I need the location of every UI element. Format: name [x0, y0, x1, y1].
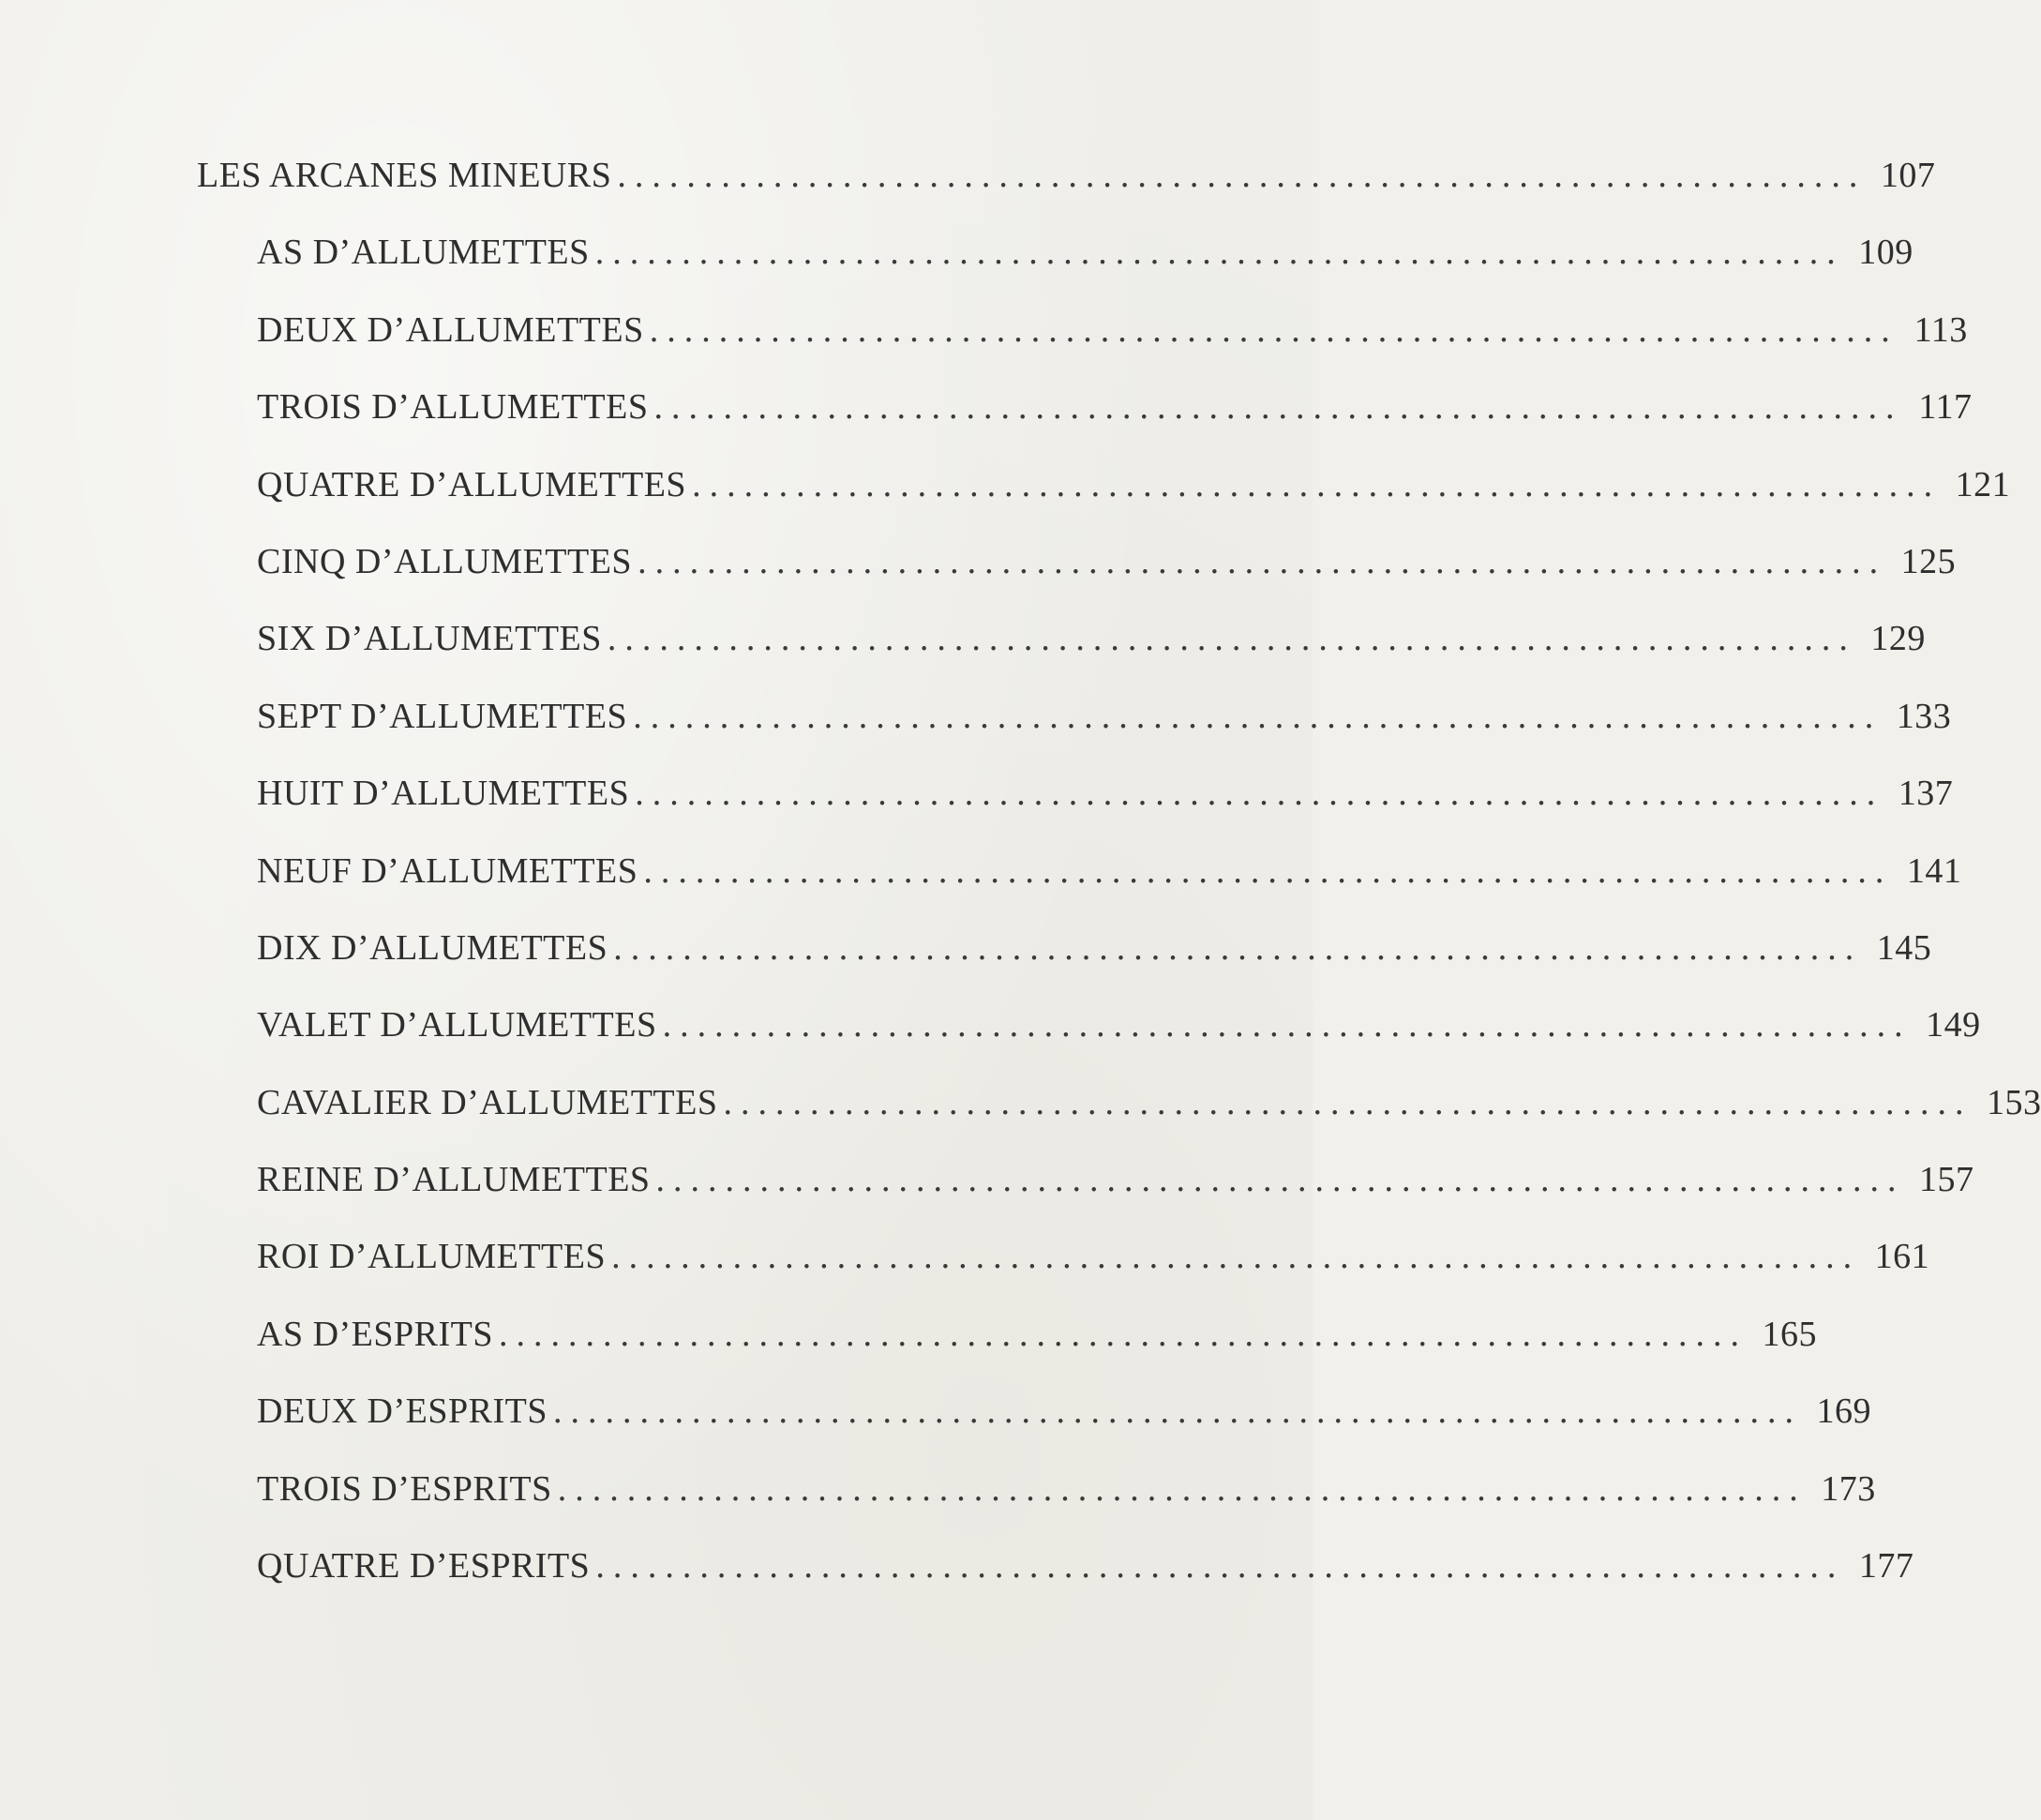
toc-entry-title: AS D’ESPRITS	[257, 1314, 493, 1354]
dot-leader: ........................................................................	[643, 850, 1893, 891]
dot-leader: ........................................................................	[595, 1546, 1845, 1587]
dot-leader: ........................................................................	[662, 1005, 1912, 1045]
toc-entry-title: HUIT D’ALLUMETTES	[257, 774, 630, 814]
toc-entry	[197, 1082, 2041, 1159]
toc-page-number: 141	[1906, 850, 1962, 891]
toc-page-number: 117	[1918, 387, 1973, 428]
toc-page-number: 157	[1919, 1160, 1974, 1200]
toc-entry	[197, 232, 1913, 308]
toc-entry-title: ROI D’ALLUMETTES	[257, 1237, 607, 1277]
toc-page-number: 149	[1926, 1005, 1981, 1045]
dot-leader: ........................................................................	[692, 464, 1942, 504]
toc-entry	[197, 464, 2011, 541]
toc-entry	[197, 927, 1932, 1004]
toc-entry	[197, 1004, 1981, 1081]
toc-entry-title: QUATRE D’ESPRITS	[257, 1546, 591, 1587]
toc-page-number: 161	[1874, 1237, 1930, 1277]
toc-page-number: 121	[1955, 464, 2011, 504]
dot-leader: ........................................................................	[723, 1082, 1973, 1122]
toc-entry	[197, 1468, 1876, 1545]
toc-entry-title: NEUF D’ALLUMETTES	[257, 850, 638, 891]
toc-page-number: 125	[1900, 541, 1957, 581]
dot-leader: ........................................................................	[499, 1314, 1748, 1354]
dot-leader: ........................................................................	[617, 156, 1867, 195]
toc-entry-title: VALET D’ALLUMETTES	[257, 1005, 657, 1045]
toc-page-number: 107	[1880, 156, 1936, 195]
toc-entry-title: SIX D’ALLUMETTES	[257, 619, 602, 659]
toc-entry	[197, 850, 1962, 927]
toc-entry	[197, 541, 1957, 618]
dot-leader: ........................................................................	[633, 696, 1883, 736]
dot-leader: ........................................................................	[552, 1391, 1802, 1432]
table-of-contents	[197, 155, 2041, 1622]
toc-page-number: 153	[1986, 1082, 2041, 1122]
toc-entry-title: DIX D’ALLUMETTES	[257, 927, 608, 968]
toc-entry	[197, 1391, 1871, 1467]
toc-entry	[197, 1236, 1930, 1313]
toc-entry-title: QUATRE D’ALLUMETTES	[257, 464, 687, 504]
toc-section-heading	[197, 155, 1936, 232]
toc-entry-title: LES ARCANES MINEURS	[197, 156, 612, 195]
toc-entry	[197, 1314, 1817, 1391]
toc-entry-title: DEUX D’ESPRITS	[257, 1391, 548, 1432]
dot-leader: ........................................................................	[635, 774, 1884, 814]
toc-entry-title: AS D’ALLUMETTES	[257, 233, 590, 273]
toc-entry-title: SEPT D’ALLUMETTES	[257, 696, 628, 736]
toc-entry-title: CAVALIER D’ALLUMETTES	[257, 1082, 718, 1122]
toc-entry-title: DEUX D’ALLUMETTES	[257, 309, 644, 350]
toc-entry	[197, 309, 1968, 386]
dot-leader: ........................................................................	[649, 309, 1898, 350]
toc-page-number: 165	[1762, 1314, 1817, 1354]
toc-entry	[197, 386, 1973, 463]
toc-entry-title: CINQ D’ALLUMETTES	[257, 541, 633, 581]
dot-leader: ........................................................................	[638, 541, 1887, 581]
toc-entry-title: TROIS D’ESPRITS	[257, 1468, 552, 1509]
dot-leader: ........................................................................	[594, 233, 1844, 273]
toc-page-number: 129	[1870, 619, 1926, 659]
toc-entry-title: REINE D’ALLUMETTES	[257, 1160, 651, 1200]
toc-page-number: 109	[1858, 233, 1913, 273]
toc-page-number: 177	[1858, 1546, 1914, 1587]
toc-page-number: 113	[1913, 309, 1968, 350]
toc-entry	[197, 696, 1952, 773]
toc-entry	[197, 618, 1926, 695]
toc-entry	[197, 1159, 1974, 1236]
dot-leader: ........................................................................	[655, 1160, 1905, 1200]
dot-leader: ........................................................................	[557, 1468, 1807, 1509]
toc-entry	[197, 773, 1954, 850]
toc-page-number: 133	[1896, 696, 1952, 736]
dot-leader: ........................................................................	[613, 927, 1863, 968]
toc-page-number: 137	[1898, 774, 1954, 814]
toc-entry-title: TROIS D’ALLUMETTES	[257, 387, 649, 428]
toc-page-number: 173	[1821, 1468, 1876, 1509]
toc-entry	[197, 1545, 1914, 1622]
toc-page-number: 169	[1816, 1391, 1871, 1432]
dot-leader: ........................................................................	[611, 1237, 1861, 1277]
dot-leader: ........................................................................	[653, 387, 1903, 428]
toc-page-number: 145	[1876, 927, 1932, 968]
dot-leader: ........................................................................	[607, 619, 1856, 659]
